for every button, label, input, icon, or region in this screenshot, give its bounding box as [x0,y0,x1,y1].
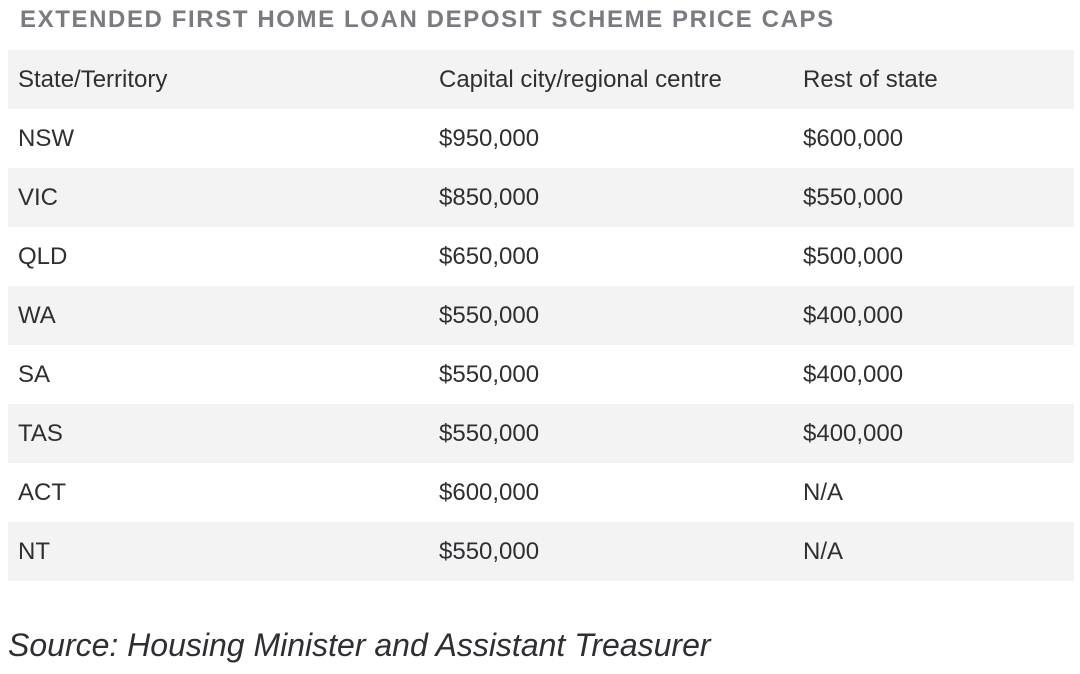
state-cell: NT [18,538,50,565]
rest-cap-cell: N/A [803,538,844,565]
table-row [8,463,1074,522]
table-row [8,168,1074,227]
table-row [8,345,1074,404]
rest-cap-cell: $400,000 [803,302,904,329]
rest-cap-cell: $400,000 [803,420,904,447]
header-capital-city: Capital city/regional centre [439,66,722,93]
capital-cap-cell: $650,000 [439,243,540,270]
table-row [8,286,1074,345]
table-header-row [8,50,1074,109]
capital-cap-cell: $550,000 [439,420,540,447]
capital-cap-cell: $600,000 [439,479,540,506]
state-cell: QLD [18,243,68,270]
state-cell: WA [18,302,56,329]
rest-cap-cell: $600,000 [803,125,904,152]
table-row [8,227,1074,286]
state-cell: TAS [18,420,63,447]
capital-cap-cell: $550,000 [439,361,540,388]
table-row [8,109,1074,168]
capital-cap-cell: $550,000 [439,302,540,329]
state-cell: ACT [18,479,66,506]
table-title: EXTENDED FIRST HOME LOAN DEPOSIT SCHEME PRICE CAPS [20,6,835,33]
state-cell: SA [18,361,51,388]
source-caption: Source: Housing Minister and Assistant Treasurer [8,627,711,663]
capital-cap-cell: $550,000 [439,538,540,565]
rest-cap-cell: $550,000 [803,184,904,211]
header-state-territory: State/Territory [18,66,168,93]
price-caps-table [8,50,1074,581]
capital-cap-cell: $950,000 [439,125,540,152]
rest-cap-cell: N/A [803,479,844,506]
state-cell: NSW [18,125,74,152]
rest-cap-cell: $500,000 [803,243,904,270]
rest-cap-cell: $400,000 [803,361,904,388]
state-cell: VIC [18,184,59,211]
table-row [8,522,1074,581]
table-row [8,404,1074,463]
header-rest-of-state: Rest of state [803,66,938,93]
capital-cap-cell: $850,000 [439,184,540,211]
